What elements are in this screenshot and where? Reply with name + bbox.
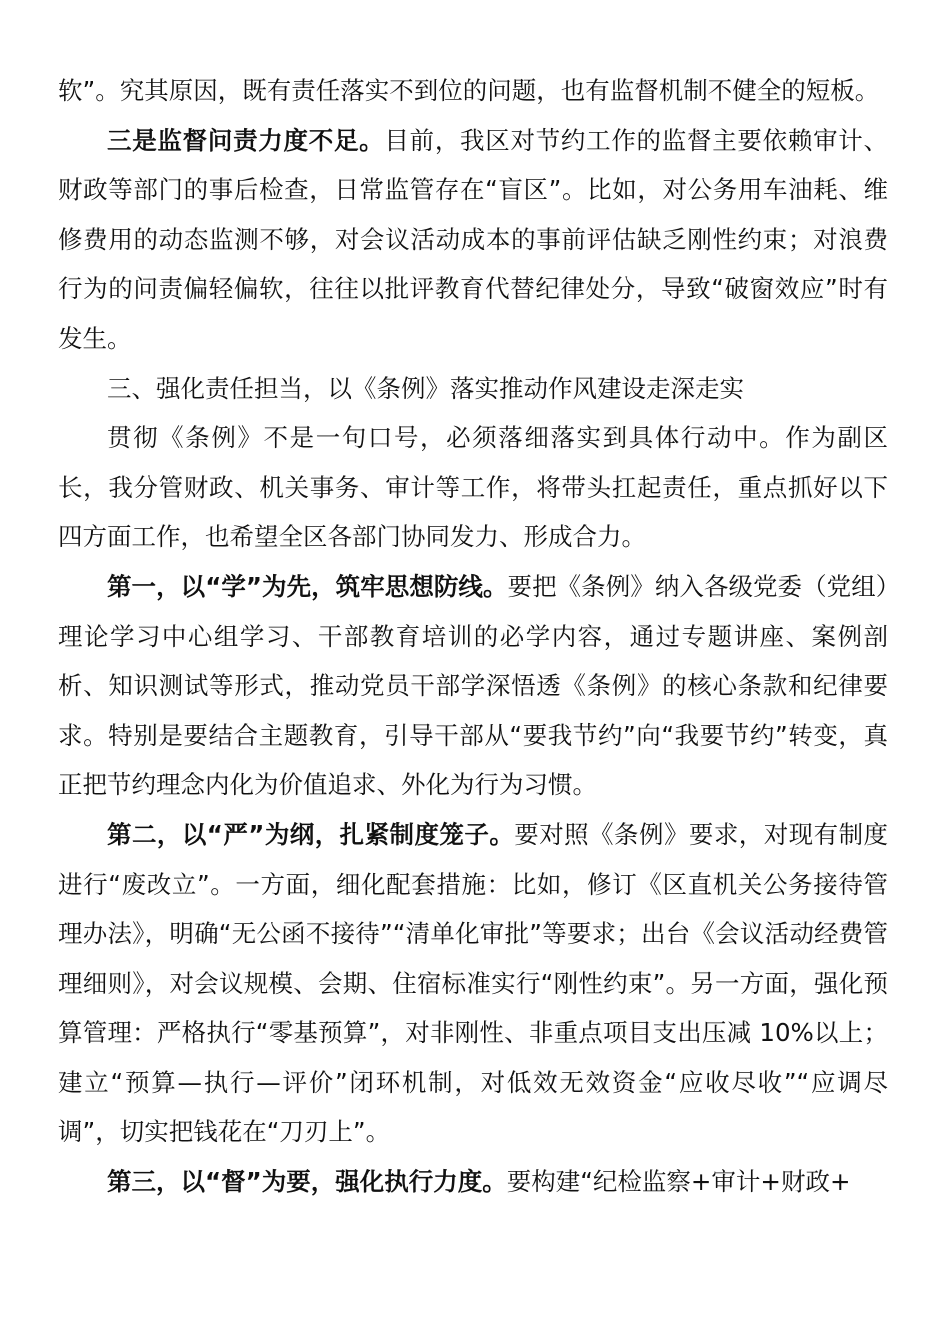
paragraph-2-heading: 三是监督问责力度不足。 bbox=[107, 125, 385, 155]
section-heading bbox=[58, 364, 888, 414]
paragraph-4 bbox=[58, 413, 888, 562]
paragraph-7-text: 要构建“纪检监察+审计+财政+ bbox=[506, 1167, 851, 1197]
paragraph-4-text: 贯彻《条例》不是一句口号，必须落细落实到具体行动中。作为副区长，我分管财政、机关事务、审计等工作，将带头扛起责任，重点抓好以下四方面工作，也希望全区各部门协同发力、形成合力。 bbox=[58, 423, 888, 552]
paragraph-5 bbox=[58, 562, 888, 810]
paragraph-7-heading: 第三，以“督”为要，强化执行力度。 bbox=[107, 1167, 507, 1197]
document-page bbox=[58, 66, 888, 1207]
paragraph-6-text: 要对照《条例》要求，对现有制度进行“废改立”。一方面，细化配套措施：比如，修订《区直机关公务接待管理办法》，明确“无公函不接待”“清单化审批”等要求；出台《会议活动经费管理细则》，对会议规模、会期、住宿标准实行“刚性约束”。另一方面，强化预算管理：严格执行“零基预算”，对非刚性、非重点项目支出压减 10%以上；建立“预算—执行—评价”闭环机制，对低效无效资金“应收尽收”“应调尽调”，切实把钱花在“刀刃上”。 bbox=[58, 819, 889, 1147]
paragraph-1-text: 软”。究其原因，既有责任落实不到位的问题，也有监督机制不健全的短板。 bbox=[58, 76, 880, 105]
section-heading-text: 三、强化责任担当，以《条例》落实推动作风建设走深走实 bbox=[107, 373, 744, 403]
paragraph-2-text: 目前，我区对节约工作的监督主要依赖审计、财政等部门的事后检查，日常监管存在“盲区”。比如，对公务用车油耗、维修费用的动态监测不够，对会议活动成本的事前评估缺乏刚性约束；对浪费行为的问责偏轻偏软，往往以批评教育代替纪律处分，导致“破窗效应”时有发生。 bbox=[58, 125, 889, 353]
paragraph-1 bbox=[58, 66, 888, 116]
paragraph-2 bbox=[58, 116, 888, 364]
paragraph-5-heading: 第一，以“学”为先，筑牢思想防线。 bbox=[107, 571, 508, 601]
paragraph-7 bbox=[58, 1157, 888, 1207]
paragraph-5-text: 要把《条例》纳入各级党委（党组）理论学习中心组学习、干部教育培训的必学内容，通过专题讲座、案例剖析、知识测试等形式，推动党员干部学深悟透《条例》的核心条款和纪律要求。特别是要结合主题教育，引导干部从“要我节约”向“我要节约”转变，真正把节约理念内化为价值追求、外化为行为习惯。 bbox=[58, 571, 889, 800]
paragraph-6 bbox=[58, 810, 888, 1157]
paragraph-6-heading: 第二，以“严”为纲，扎紧制度笼子。 bbox=[107, 819, 515, 849]
